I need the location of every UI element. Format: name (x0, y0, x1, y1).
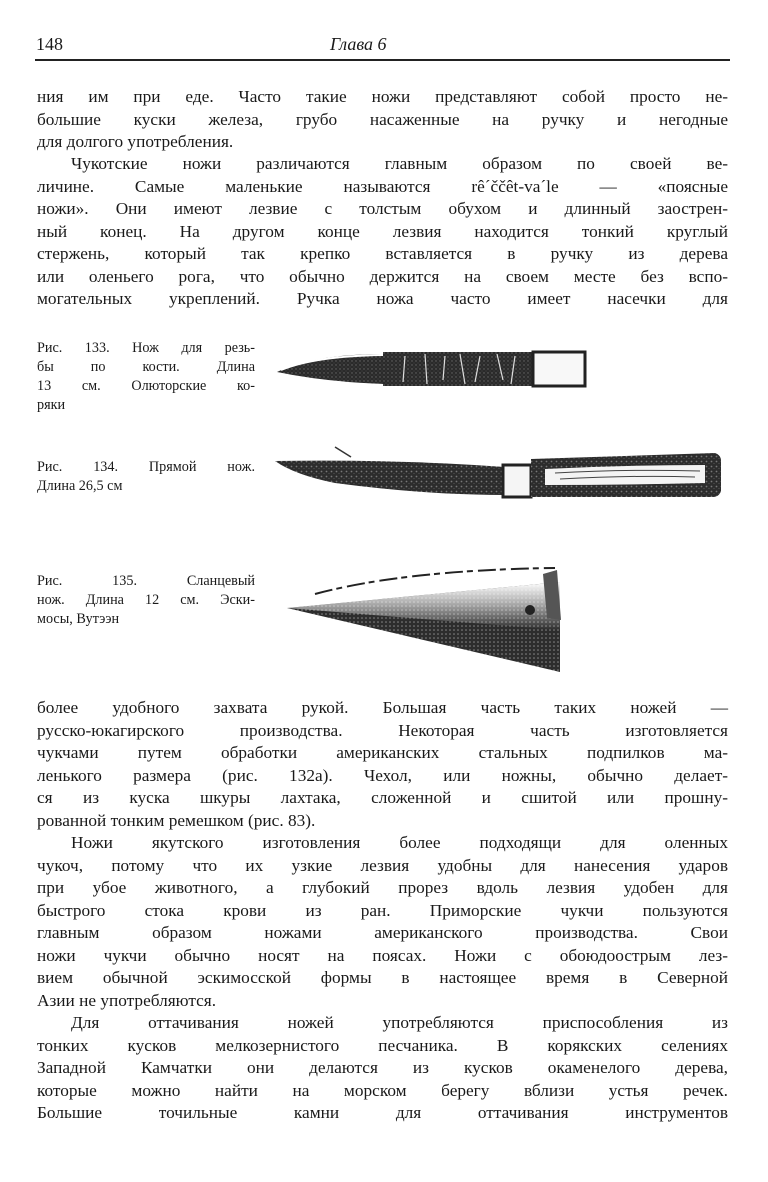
page-number: 148 (36, 34, 63, 54)
text-line: ния им при еде. Часто такие ножи представляют собой просто не- (37, 87, 728, 106)
knife-blade (275, 461, 505, 495)
text-line: ножи чукчи обычно носят на поясах. Ножи с обоюдоострым лез- (37, 945, 728, 965)
text-line: могательных укреплений. Ручка ножа часто имеет насечки для (37, 289, 728, 308)
text-line: вием обычной эскимосской формы в настоящее время в Северной (37, 968, 728, 987)
text-line: чукоч, потому что их узкие лезвия удобны для нанесения ударов (37, 855, 728, 875)
caption-line: Рис. 134. Прямой нож. (37, 459, 255, 475)
text-line: которые можно найти на морском берегу вблизи устья речек. (37, 1080, 728, 1100)
figure-caption (37, 458, 255, 496)
text-line: Азии не употребляются. (37, 990, 217, 1010)
text-line: для долгого употребления. (37, 132, 234, 151)
paragraph (37, 832, 728, 1012)
running-title: Глава 6 (330, 34, 387, 54)
text-line: тонких кусков мелкозернистого песчаника. В корякских селениях (37, 1035, 728, 1055)
text-line: Чукотские ножи различаются главным образом по своей ве- (71, 154, 728, 173)
figure-caption (37, 339, 255, 415)
caption-line: 13 см. Олюторские ко- (37, 378, 255, 394)
figure-caption (37, 572, 255, 629)
text-line: при убое животного, а глубокий прорез вдоль лезвия удобен для (37, 878, 728, 897)
text-line: главным образом ножами американского производства. Свои (37, 923, 728, 942)
text-line: быстрого стока крови из ран. Приморские чукчи пользуются (37, 900, 728, 920)
text-line: чукчами путем обработки американских стальных подпилков ма- (37, 743, 728, 762)
header-rule (35, 59, 730, 61)
text-line: ся из куска шкуры лахтака, сложенной и сшитой или прошну- (37, 788, 728, 807)
paragraph (37, 86, 728, 154)
text-line: ленького размера (рис. 132а). Чехол, или ножны, обычно делает- (37, 765, 728, 785)
caption-line: ряки (37, 397, 66, 413)
straight-knife-illustration (275, 445, 735, 505)
caption-line: Рис. 133. Нож для резь- (37, 340, 255, 356)
caption-line: мосы, Вутээн (37, 611, 120, 627)
caption-line: бы по кости. Длина (37, 359, 255, 375)
text-line: более удобного захвата рукой. Большая часть таких ножей — (37, 698, 728, 717)
caption-line: Рис. 135. Сланцевый (37, 573, 255, 589)
paragraph (37, 153, 728, 311)
text-line: ный конец. На другом конце лезвия находится тонкий круглый (37, 221, 728, 241)
text-line: Западной Камчатки они делаются из кусков окаменелого дерева, (37, 1058, 728, 1077)
caption-line: Длина 26,5 см (37, 478, 123, 494)
slate-knife-illustration (285, 560, 575, 680)
text-line: ножи». Они имеют лезвие с толстым обухом и длинный заострен- (37, 199, 728, 218)
text-line: Большие точильные камни для оттачивания инструментов (37, 1103, 728, 1122)
paragraph (37, 697, 728, 832)
bone-carving-knife-illustration (275, 340, 605, 400)
paragraph (37, 1012, 728, 1125)
text-line: рованной тонким ремешком (рис. 83). (37, 810, 316, 830)
text-line: Для оттачивания ножей употребляются приспособления из (71, 1013, 728, 1032)
knife-handle-end (533, 352, 585, 386)
text-line: стержень, который так крепко вставляется в ручку из дерева (37, 244, 728, 263)
text-line: или оленьего рога, что обычно держится на своем месте без вспо- (37, 266, 728, 286)
caption-line: нож. Длина 12 см. Эски- (37, 592, 255, 608)
text-line: личине. Самые маленькие называются rê´ččêt-va´le — «поясные (37, 176, 728, 196)
text-line: русско-юкагирского производства. Некоторая часть изготовляется (37, 720, 728, 740)
text-line: Ножи якутского изготовления более подходящи для оленных (71, 833, 728, 852)
text-line: большие куски железа, грубо насаженные на ручку и негодные (37, 109, 728, 129)
knife-bolster (503, 465, 531, 497)
